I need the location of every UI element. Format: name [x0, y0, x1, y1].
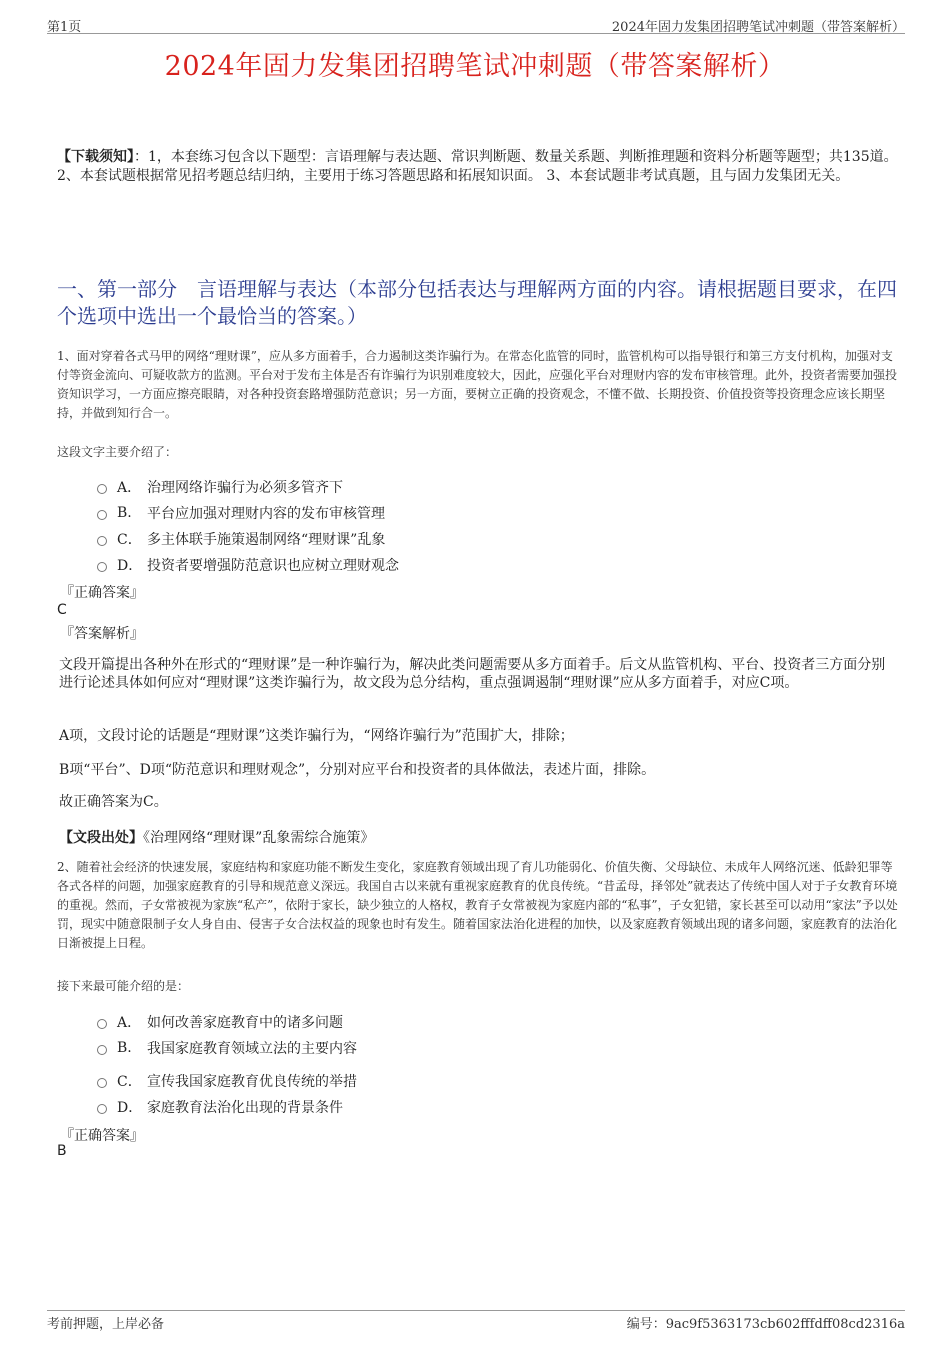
option-letter: D．: [117, 558, 143, 574]
radio-icon[interactable]: [97, 510, 107, 520]
passage-source: [59, 827, 374, 847]
option-letter: A．: [117, 1015, 142, 1031]
header-divider: [47, 33, 905, 34]
radio-icon[interactable]: [97, 536, 107, 546]
section-heading: 一、第一部分 言语理解与表达（本部分包括表达与理解两方面的内容。请根据题目要求，在四个选项中选出一个最恰当的答案。）: [57, 277, 897, 328]
analysis-label: 『答案解析』: [60, 626, 144, 642]
question-1-prompt: 这段文字主要介绍了：: [57, 445, 178, 459]
option-text: 投资者要增强防范意识也应树立理财观念: [147, 558, 399, 574]
notice-label: 【下载须知】: [57, 149, 134, 165]
option-letter: B.: [117, 1040, 132, 1056]
option-text: 如何改善家庭教育中的诸多问题: [147, 1015, 343, 1031]
analysis-paragraph: 文段开篇提出各种外在形式的“理财课”是一种诈骗行为，解决此类问题需要从多方面着手。后文从监管机构、平台、投资者三方面分别进行论述具体如何应对“理财课”这类诈骗行为，故文段为总分结构，重点强调遏制“理财课”应从多方面着手，对应C项。: [59, 657, 886, 691]
option-text: 平台应加强对理财内容的发布审核管理: [147, 506, 385, 522]
question-2-option-a[interactable]: [97, 1012, 343, 1032]
footer-slogan: 考前押题，上岸必备: [47, 1317, 165, 1332]
answer-value: B: [57, 1143, 67, 1159]
radio-icon[interactable]: [97, 1045, 107, 1055]
download-notice: [57, 148, 900, 186]
option-text: 宣传我国家庭教育优良传统的举措: [147, 1074, 357, 1090]
running-title: 2024年固力发集团招聘笔试冲刺题（带答案解析）: [611, 20, 905, 35]
document-id: 编号：9ac9f5363173cb602fffdff08cd2316a: [626, 1317, 905, 1332]
radio-icon[interactable]: [97, 562, 107, 572]
option-letter: C．: [117, 532, 142, 548]
question-2-option-b[interactable]: [97, 1038, 357, 1058]
analysis-paragraph: 故正确答案为C。: [59, 794, 168, 810]
question-2-option-c[interactable]: [97, 1071, 357, 1091]
question-2-stem: 2、随着社会经济的快速发展，家庭结构和家庭功能不断发生变化，家庭教育领域出现了育儿功能弱化、价值失衡、父母缺位、未成年人网络沉迷、低龄犯罪等各式各样的问题，加强家庭教育的引导和规范意义深远。我国自古以来就有重视家庭教育的优良传统。“昔孟母，择邻处”就表达了传统中国人对于子女教育环境的重视。然而，子女常被视为家族“私产”，依附于家长，缺少独立的人格权，教育子女常被视为家庭内部的“私事”，子女犯错，家长甚至可以动用“家法”予以处罚，现实中随意限制子女人身自由、侵害子女合法权益的现象也时有发生。随着国家法治化进程的加快，以及家庭教育领域出现的诸多问题，家庭教育的法治化日渐被提上日程。: [57, 860, 898, 950]
answer-label: 『正确答案』: [60, 585, 144, 601]
notice-text: ：1，本套练习包含以下题型：言语理解与表达题、常识判断题、数量关系题、判断推理题和资料分析题等题型；共135道。 2、本套试题根据常见招考题总结归纳，主要用于练习答题思路和拓展知识面。 3、本套试题非考试真题，且与固力发集团无关。: [57, 149, 898, 184]
footer-divider: [47, 1310, 905, 1311]
radio-icon[interactable]: [97, 484, 107, 494]
analysis-paragraph: A项，文段讨论的话题是“理财课”这类诈骗行为，“网络诈骗行为”范围扩大，排除；: [59, 728, 574, 744]
page-number: 第1页: [47, 20, 82, 35]
radio-icon[interactable]: [97, 1019, 107, 1029]
source-text: 《治理网络“理财课”乱象需综合施策》: [143, 830, 375, 846]
question-2-option-d[interactable]: [97, 1097, 343, 1117]
question-1-option-c[interactable]: [97, 529, 385, 549]
option-text: 治理网络诈骗行为必须多管齐下: [147, 480, 343, 496]
question-1-stem: 1、面对穿着各式马甲的网络“理财课”，应从多方面着手，合力遏制这类诈骗行为。在常态化监管的同时，监管机构可以指导银行和第三方支付机构，加强对支付等资金流向、可疑收款方的监测。平台对于发布主体是否有诈骗行为识别难度较大，因此，应强化平台对理财内容的发布审核管理。此外，投资者需要加强投资知识学习，一方面应擦亮眼睛，对各种投资套路增强防范意识；另一方面，要树立正确的投资观念，不懂不做、长期投资、价值投资等投资理念应该长期坚持，并做到知行合一。: [57, 349, 898, 420]
question-1-option-b[interactable]: [97, 503, 385, 523]
option-text: 我国家庭教育领域立法的主要内容: [147, 1041, 357, 1057]
analysis-paragraph: B项“平台”、D项“防范意识和理财观念”，分别对应平台和投资者的具体做法，表述片面，排除。: [59, 762, 656, 778]
answer-value: C: [57, 602, 67, 618]
document-title: 2024年固力发集团招聘笔试冲刺题（带答案解析）: [164, 51, 786, 82]
question-1-option-a[interactable]: [97, 477, 343, 497]
source-label: 【文段出处】: [59, 830, 143, 846]
option-letter: B.: [117, 505, 132, 521]
question-2-prompt: 接下来最可能介绍的是：: [57, 979, 190, 993]
option-text: 多主体联手施策遏制网络“理财课”乱象: [147, 532, 386, 548]
radio-icon[interactable]: [97, 1078, 107, 1088]
option-letter: C．: [117, 1074, 142, 1090]
answer-label: 『正确答案』: [60, 1128, 144, 1144]
option-text: 家庭教育法治化出现的背景条件: [147, 1100, 343, 1116]
option-letter: A．: [117, 480, 142, 496]
radio-icon[interactable]: [97, 1104, 107, 1114]
option-letter: D．: [117, 1100, 143, 1116]
question-1-option-d[interactable]: [97, 555, 399, 575]
